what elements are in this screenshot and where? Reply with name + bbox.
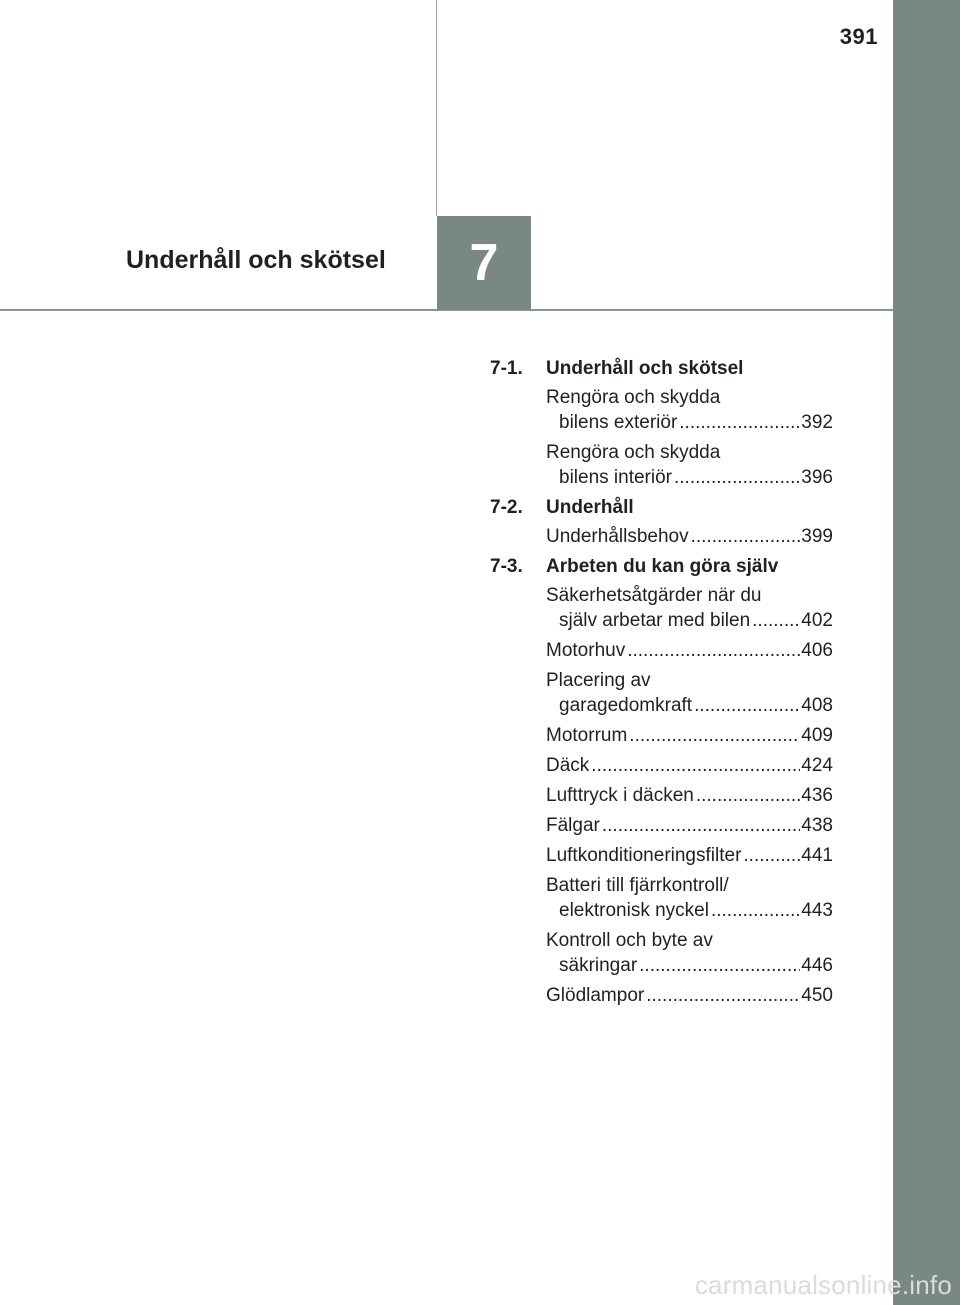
dot-leader bbox=[696, 783, 800, 808]
toc-section-heading[interactable] bbox=[490, 495, 833, 520]
toc-entry-title: Motorrum bbox=[546, 725, 628, 746]
toc-entry-page: 446 bbox=[801, 955, 833, 976]
dot-leader bbox=[629, 723, 800, 748]
section-title: Underhåll och skötsel bbox=[546, 358, 744, 379]
section-title: Arbeten du kan göra själv bbox=[546, 556, 779, 577]
toc-entry[interactable] bbox=[546, 983, 833, 1008]
toc-entry-page: 424 bbox=[801, 755, 833, 776]
toc-entry-title-line: Säkerhetsåtgärder när du bbox=[546, 585, 762, 606]
toc-entry-title: elektronisk nyckel bbox=[559, 900, 709, 921]
dot-leader bbox=[674, 465, 800, 490]
section-number: 7-3. bbox=[490, 556, 523, 577]
toc-entry-page: 436 bbox=[801, 785, 833, 806]
toc-entry-title: Motorhuv bbox=[546, 640, 626, 661]
toc-entry-title: bilens exteriör bbox=[559, 412, 678, 433]
toc-entry-title-line: Rengöra och skydda bbox=[546, 442, 721, 463]
toc-entry-page: 443 bbox=[801, 900, 833, 921]
toc-entry-title: Lufttryck i däcken bbox=[546, 785, 694, 806]
dot-leader bbox=[694, 693, 800, 718]
dot-leader bbox=[752, 608, 800, 633]
toc-section-heading[interactable] bbox=[490, 356, 833, 381]
dot-leader bbox=[691, 524, 801, 549]
vertical-divider bbox=[436, 0, 437, 216]
toc-entry-page: 450 bbox=[801, 985, 833, 1006]
toc-entry[interactable] bbox=[546, 813, 833, 838]
dot-leader bbox=[646, 983, 800, 1008]
toc-entry-title: Glödlampor bbox=[546, 985, 645, 1006]
dot-leader bbox=[639, 953, 800, 978]
toc-entry[interactable] bbox=[546, 583, 833, 633]
toc-entry-title: garagedomkraft bbox=[559, 695, 693, 716]
toc-entry-title: Underhållsbehov bbox=[546, 526, 689, 547]
toc-entry-page: 399 bbox=[801, 526, 833, 547]
chapter-number: 7 bbox=[469, 234, 499, 292]
toc-entry-page: 408 bbox=[801, 695, 833, 716]
page-number: 391 bbox=[839, 24, 878, 49]
chapter-title: Underhåll och skötsel bbox=[126, 246, 386, 274]
toc-entry-title-line: Rengöra och skydda bbox=[546, 387, 721, 408]
toc-entry-title: Fälgar bbox=[546, 815, 600, 836]
section-number: 7-1. bbox=[490, 358, 523, 379]
toc-entry-title: Luftkonditioneringsfilter bbox=[546, 845, 742, 866]
dot-leader bbox=[743, 843, 800, 868]
chapter-number-box bbox=[437, 216, 531, 310]
toc-entry-page: 409 bbox=[801, 725, 833, 746]
toc-entry-title-line: Batteri till fjärrkontroll/ bbox=[546, 875, 729, 896]
toc-section-heading[interactable] bbox=[490, 554, 833, 579]
toc-entry-page: 402 bbox=[801, 610, 833, 631]
toc-entry-title: säkringar bbox=[559, 955, 638, 976]
toc-entry-title: själv arbetar med bilen bbox=[559, 610, 751, 631]
toc-entry[interactable] bbox=[546, 753, 833, 778]
toc-entry[interactable] bbox=[546, 843, 833, 868]
toc-entry[interactable] bbox=[546, 873, 833, 923]
toc-entry-title-line: Kontroll och byte av bbox=[546, 930, 713, 951]
toc-entry-page: 438 bbox=[801, 815, 833, 836]
toc-entry[interactable] bbox=[546, 668, 833, 718]
toc-entry[interactable] bbox=[546, 783, 833, 808]
toc-entry-title: Däck bbox=[546, 755, 590, 776]
toc-entry-page: 396 bbox=[801, 467, 833, 488]
dot-leader bbox=[591, 753, 800, 778]
section-number: 7-2. bbox=[490, 497, 523, 518]
toc-entry[interactable] bbox=[546, 385, 833, 435]
toc-entry[interactable] bbox=[546, 638, 833, 663]
toc-entry-title: bilens interiör bbox=[559, 467, 672, 488]
toc-entry[interactable] bbox=[546, 723, 833, 748]
watermark: carmanualsonline.info bbox=[694, 1270, 952, 1300]
dot-leader bbox=[602, 813, 800, 838]
dot-leader bbox=[679, 410, 800, 435]
toc-entry-page: 406 bbox=[801, 640, 833, 661]
table-of-contents bbox=[490, 356, 833, 1013]
section-title: Underhåll bbox=[546, 497, 634, 518]
toc-entry[interactable] bbox=[546, 928, 833, 978]
chapter-side-tab bbox=[893, 0, 960, 1305]
toc-entry-title-line: Placering av bbox=[546, 670, 651, 691]
toc-entry-page: 392 bbox=[801, 412, 833, 433]
toc-entry-page: 441 bbox=[801, 845, 833, 866]
toc-entry[interactable] bbox=[546, 440, 833, 490]
toc-entry[interactable] bbox=[546, 524, 833, 549]
dot-leader bbox=[627, 638, 800, 663]
dot-leader bbox=[711, 898, 800, 923]
